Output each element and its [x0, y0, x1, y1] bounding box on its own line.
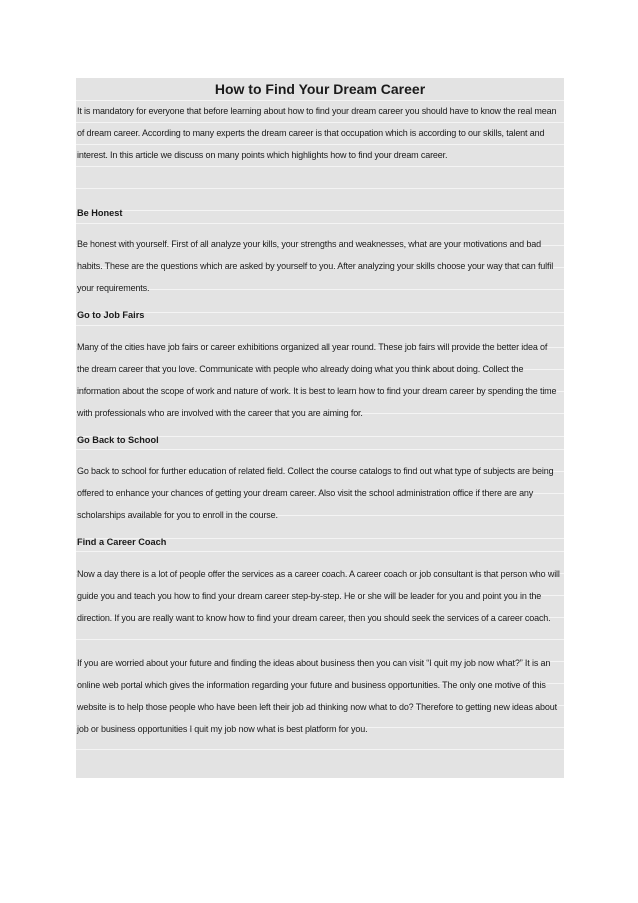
- section-text-career-coach: Now a day there is a lot of people offer the services as a career coach. A career coach or job consultant is that person who will guide you and teach you how to find your dream career step-by-step. He or she will be leader for you and point you in the direction. If you are really want to know how to find your dream career, then you should seek the services of a career coach.: [77, 569, 560, 623]
- document-page: [76, 78, 564, 778]
- rule-line: [76, 166, 564, 188]
- closing-paragraph: If you are worried about your future and finding the ideas about business then you can visit “I quit my job now what?” It is an online web portal which gives the information regarding your future and business opportunities. The only one motive of this website is to help those people who have been left their job ad thinking now what to do? Therefore to getting new ideas about job or business opportunities I quit my job now what is best platform for you.: [77, 658, 557, 734]
- rule-line: [76, 749, 564, 771]
- section-heading-be-honest: Be Honest: [77, 208, 123, 218]
- intro-paragraph: It is mandatory for everyone that before learning about how to find your dream career you should have to know the real mean of dream career. According to many experts the dream career is that occupation which is according to our skills, talent and interest. In this article we discuss on many points which highlights how to find your dream career.: [77, 106, 557, 160]
- section-heading-back-to-school: Go Back to School: [77, 435, 159, 445]
- section-heading-career-coach: Find a Career Coach: [77, 537, 167, 547]
- section-heading-job-fairs: Go to Job Fairs: [77, 310, 145, 320]
- section-text-be-honest: Be honest with yourself. First of all analyze your kills, your strengths and weaknesses, what are your motivations and bad habits. These are the questions which are asked by yourself to you. After analyzing your skills choose your way that can fulfil your requirements.: [77, 239, 554, 293]
- document-title: How to Find Your Dream Career: [214, 81, 426, 97]
- section-text-job-fairs: Many of the cities have job fairs or career exhibitions organized all year round. These job fairs will provide the better idea of the dream career that you love. Communicate with people who already doing what you think about doing. Collect the information about the scope of work and nature of work. It is best to learn how to find your dream career by spending the time with professionals who are involved with the career that you are aiming for.: [77, 342, 557, 418]
- section-text-back-to-school: Go back to school for further education of related field. Collect the course catalogs to find out what type of subjects are being offered to enhance your chances of getting your dream career. Also visit the school administration office if there are any scholarships available for you to enroll in the course.: [77, 466, 554, 520]
- rule-line: [76, 188, 564, 210]
